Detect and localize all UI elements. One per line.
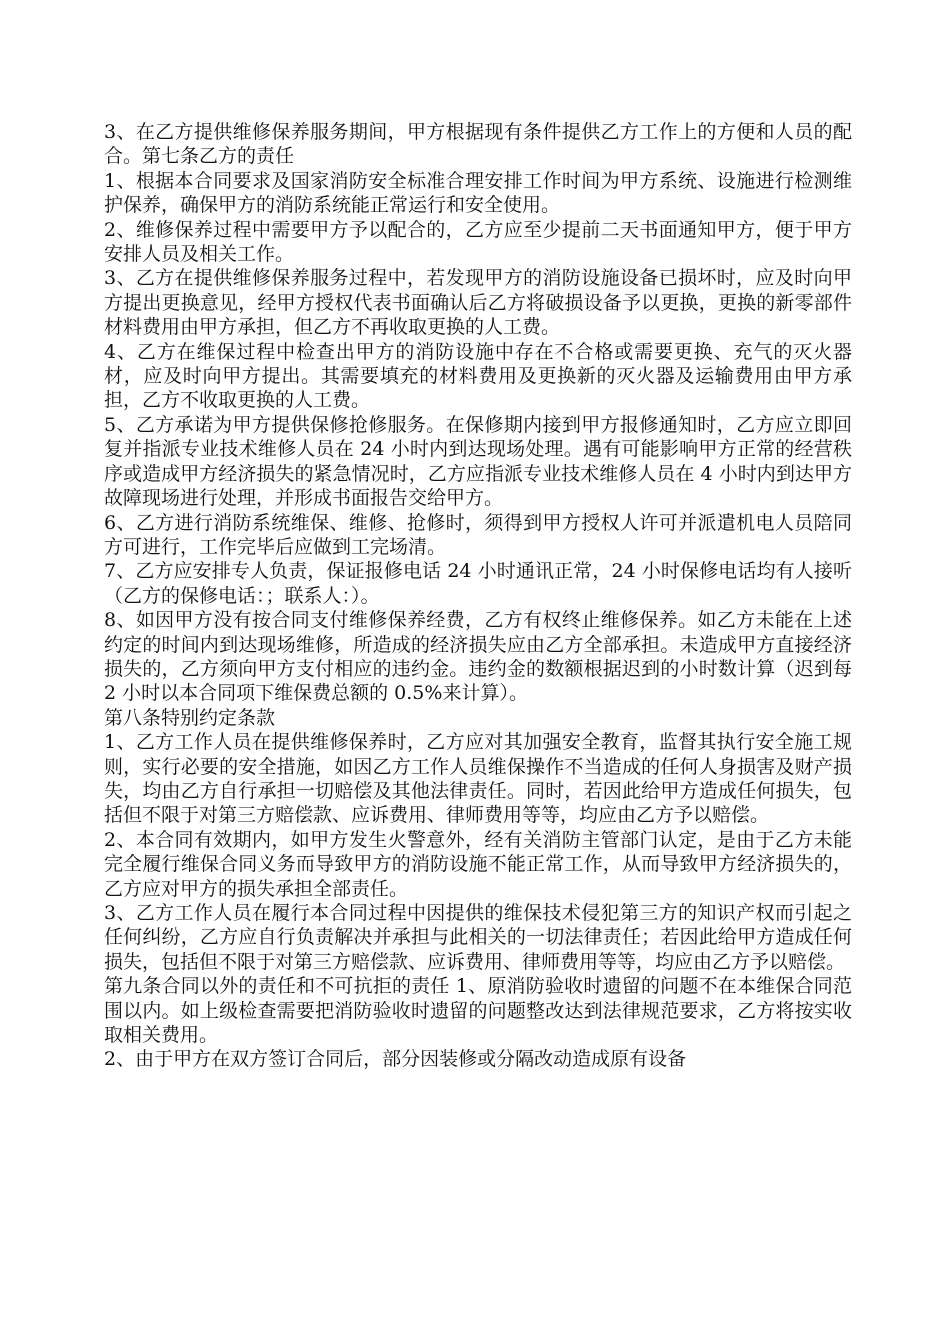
paragraph-clause-7-1: 1、根据本合同要求及国家消防安全标准合理安排工作时间为甲方系统、设施进行检测维护保养，确保甲方的消防系统能正常运行和安全使用。 — [104, 169, 852, 217]
paragraph-clause-7-6: 6、乙方进行消防系统维保、维修、抢修时，须得到甲方授权人许可并派遣机电人员陪同方可进行，工作完毕后应做到工完场清。 — [104, 511, 852, 558]
paragraph-party-a-cooperation: 3、在乙方提供维修保养服务期间，甲方根据现有条件提供乙方工作上的方便和人员的配合。第七条乙方的责任 — [104, 121, 852, 168]
paragraph-clause-7-5: 5、乙方承诺为甲方提供保修抢修服务。在保修期内接到甲方报修通知时，乙方应立即回复并指派专业技术维修人员在 24 小时内到达现场处理。遇有可能影响甲方正常的经营秩序或造成甲方经济损失的紧急情况时，乙方应指派专业技术维修人员在 4 小时内到达甲方故障现场进行处理，并形成书面报告交给甲方。 — [104, 413, 852, 510]
paragraph-clause-8-1: 1、乙方工作人员在提供维修保养时，乙方应对其加强安全教育，监督其执行安全施工规则，实行必要的安全措施，如因乙方工作人员维保操作不当造成的任何人身损害及财产损失，均由乙方自行承担一切赔偿及其他法律责任。同时，若因此给甲方造成任何损失，包括但不限于对第三方赔偿款、应诉费用、律师费用等等，均应由乙方予以赔偿。 — [104, 731, 852, 827]
paragraph-clause-7-4: 4、乙方在维保过程中检查出甲方的消防设施中存在不合格或需要更换、充气的灭火器材，应及时向甲方提出。其需要填充的材料费用及更换新的灭火器及运输费用由甲方承担，乙方不收取更换的人工费。 — [104, 340, 852, 412]
section-heading-article-8: 第八条特别约定条款 — [104, 706, 276, 729]
paragraph-article-9-clause-1: 第九条合同以外的责任和不可抗拒的责任 1、原消防验收时遗留的问题不在本维保合同范围以内。如上级检查需要把消防验收时遗留的问题整改达到法律规范要求，乙方将按实收取相关费用。 — [104, 975, 852, 1047]
paragraph-article-9-clause-2: 2、由于甲方在双方签订合同后，部分因装修或分隔改动造成原有设备 — [104, 1048, 687, 1071]
paragraph-clause-7-3: 3、乙方在提供维修保养服务过程中，若发现甲方的消防设施设备已损坏时，应及时向甲方提出更换意见，经甲方授权代表书面确认后乙方将破损设备予以更换，更换的新零部件材料费用由甲方承担，但乙方不再收取更换的人工费。 — [104, 267, 852, 339]
paragraph-clause-8-2: 2、本合同有效期内，如甲方发生火警意外，经有关消防主管部门认定，是由于乙方未能完全履行维保合同义务而导致甲方的消防设施不能正常工作，从而导致甲方经济损失的，乙方应对甲方的损失承担全部责任。 — [104, 828, 852, 900]
paragraph-clause-7-7: 7、乙方应安排专人负责，保证报修电话 24 小时通讯正常，24 小时保修电话均有人接听（乙方的保修电话：；联系人：）。 — [104, 560, 852, 607]
paragraph-clause-7-8: 8、如因甲方没有按合同支付维修保养经费，乙方有权终止维修保养。如乙方未能在上述约定的时间内到达现场维修，所造成的经济损失应由乙方全部承担。未造成甲方直接经济损失的，乙方须向甲方支付相应的违约金。违约金的数额根据迟到的小时数计算（迟到每 2 小时以本合同项下维保费总额的 0.5%来计算）。 — [104, 609, 852, 705]
paragraph-clause-8-3: 3、乙方工作人员在履行本合同过程中因提供的维保技术侵犯第三方的知识产权而引起之任何纠纷，乙方应自行负责解决并承担与此相关的一切法律责任；若因此给甲方造成任何损失，包括但不限于对第三方赔偿款、应诉费用、律师费用等等，均应由乙方予以赔偿。 — [104, 902, 852, 973]
document-body — [104, 120, 852, 1072]
paragraph-clause-7-2: 2、维修保养过程中需要甲方予以配合的，乙方应至少提前二天书面通知甲方，便于甲方安排人员及相关工作。 — [104, 218, 852, 266]
